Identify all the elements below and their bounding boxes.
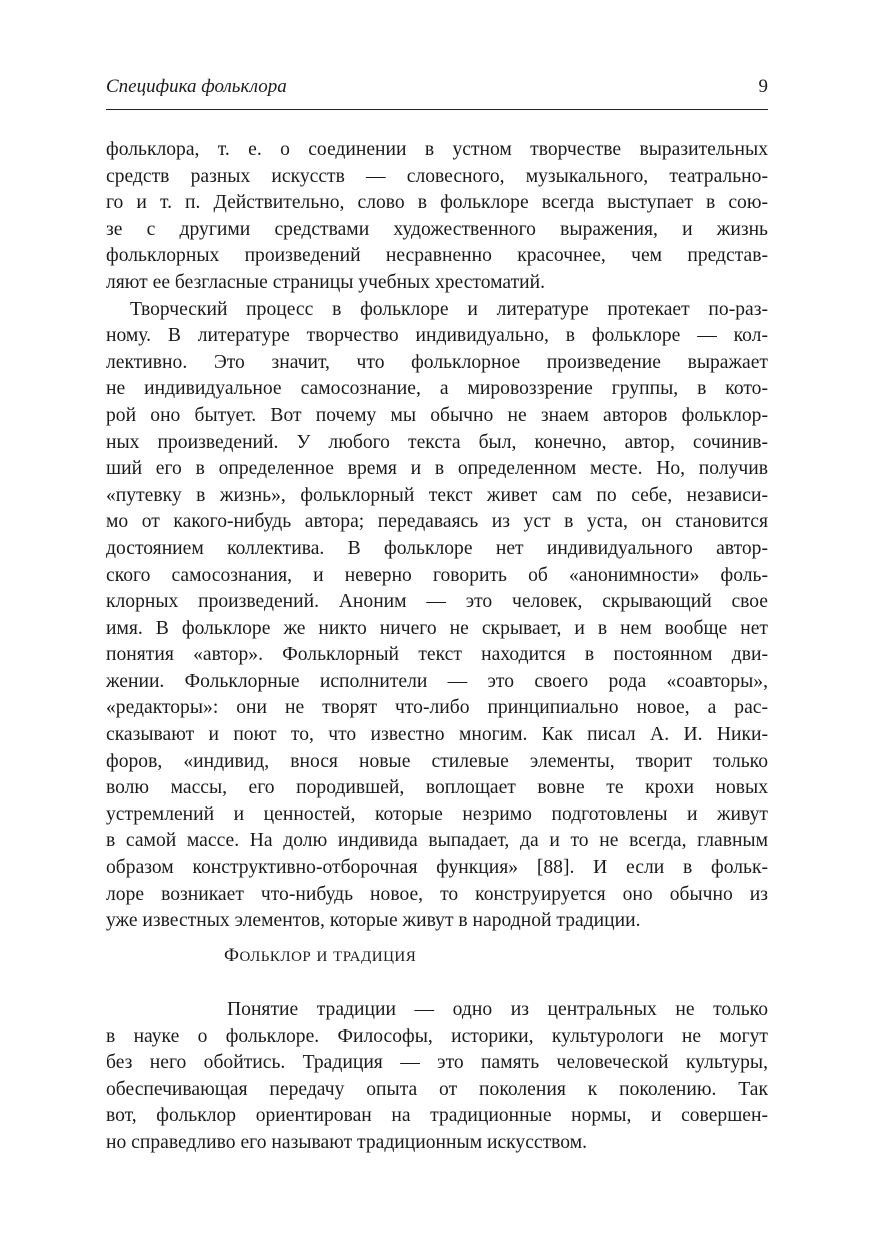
text-line: мо от какого-нибудь автора; передаваясь из уст в уста, он становится xyxy=(106,511,768,533)
running-head xyxy=(106,76,768,102)
text-line: «редакторы»: они не творят что-либо принципиально новое, а рас- xyxy=(106,697,768,719)
text-line: устремлений и ценностей, которые незримо подготовлены и живут xyxy=(106,803,768,825)
text-line: ляют ее безгласные страницы учебных хрестоматий. xyxy=(106,271,546,293)
main-text xyxy=(106,137,768,935)
text-line: достоянием коллектива. В фольклоре нет индивидуального автор- xyxy=(106,537,768,559)
text-line: го и т. п. Действительно, слово в фольклоре всегда выступает в сою- xyxy=(106,192,768,214)
text-line: форов, «индивид, внося новые стилевые элементы, творит только xyxy=(106,750,768,772)
page-number: 9 xyxy=(758,76,768,97)
paragraph-2 xyxy=(106,297,768,935)
text-line: волю массы, его породившей, воплощает вовне те крохи новых xyxy=(106,777,768,799)
text-line: лоре возникает что-нибудь новое, то конструируется оно обычно из xyxy=(106,883,768,905)
text-line: не индивидуальное самосознание, а мировоззрение группы, в кото- xyxy=(106,378,768,400)
section-heading xyxy=(224,945,416,967)
text-line: образом конструктивно-отборочная функция» [88]. И если в фольк- xyxy=(106,857,768,879)
text-line: ному. В литературе творчество индивидуально, в фольклоре — кол- xyxy=(106,325,768,347)
heading-word-1: ОЛЬКЛОР xyxy=(239,949,312,965)
paragraph-1 xyxy=(106,137,768,297)
text-line: сказывают и поют то, что известно многим. Как писал А. И. Ники- xyxy=(106,724,768,746)
text-line: ского самосознания, и неверно говорить об «анонимности» фоль- xyxy=(106,564,768,586)
text-line: в самой массе. На долю индивида выпадает, да и то не всегда, главным xyxy=(106,830,768,852)
text-line: лективно. Это значит, что фольклорное произведение выражает xyxy=(106,351,768,373)
text-line: Понятие традиции — одно из центральных не только xyxy=(227,999,768,1020)
text-line: фольклорных произведений несравненно красочнее, чем представ- xyxy=(106,245,768,267)
header-rule xyxy=(106,109,768,110)
text-line: фольклора, т. е. о соединении в устном творчестве выразительных xyxy=(106,139,768,160)
text-line: Творческий процесс в фольклоре и литературе протекает по-раз- xyxy=(130,298,768,320)
paragraph-3 xyxy=(106,997,768,1157)
text-line: ший его в определенное время и в определенном месте. Но, получив xyxy=(106,458,768,480)
text-line: без него обойтись. Традиция — это память человеческой культуры, xyxy=(106,1052,768,1074)
heading-conjunction: И xyxy=(316,949,328,965)
text-line: обеспечивающая передачу опыта от поколения к поколению. Так xyxy=(106,1078,768,1100)
text-line: жении. Фольклорные исполнители — это своего рода «соавторы», xyxy=(106,670,768,692)
text-line: клорных произведений. Аноним — это человек, скрывающий свое xyxy=(106,591,768,613)
text-line: понятия «автор». Фольклорный текст находится в постоянном дви- xyxy=(106,644,768,666)
text-line: ных произведений. У любого текста был, конечно, автор, сочинив- xyxy=(106,431,768,453)
text-line: средств разных искусств — словесного, музыкального, театрально- xyxy=(106,165,768,187)
heading-first-letter: Ф xyxy=(224,945,240,966)
running-title: Специфика фольклора xyxy=(106,76,287,97)
text-line: вот, фольклор ориентирован на традиционные нормы, и совершен- xyxy=(106,1105,768,1127)
heading-word-2: ТРАДИЦИЯ xyxy=(333,949,417,965)
text-line: но справедливо его называют традиционным искусством. xyxy=(106,1131,588,1153)
text-line: зе с другими средствами художественного выражения, и жизнь xyxy=(106,218,768,240)
text-line: имя. В фольклоре же никто ничего не скрывает, и в нем вообще нет xyxy=(106,617,768,639)
text-line: «путевку в жизнь», фольклорный текст живет сам по себе, независи- xyxy=(106,484,768,506)
text-line: уже известных элементов, которые живут в народной традиции. xyxy=(106,910,641,932)
text-line: рой оно бытует. Вот почему мы обычно не знаем авторов фольклор- xyxy=(106,404,768,426)
text-line: в науке о фольклоре. Философы, историки, культурологи не могут xyxy=(106,1025,768,1047)
